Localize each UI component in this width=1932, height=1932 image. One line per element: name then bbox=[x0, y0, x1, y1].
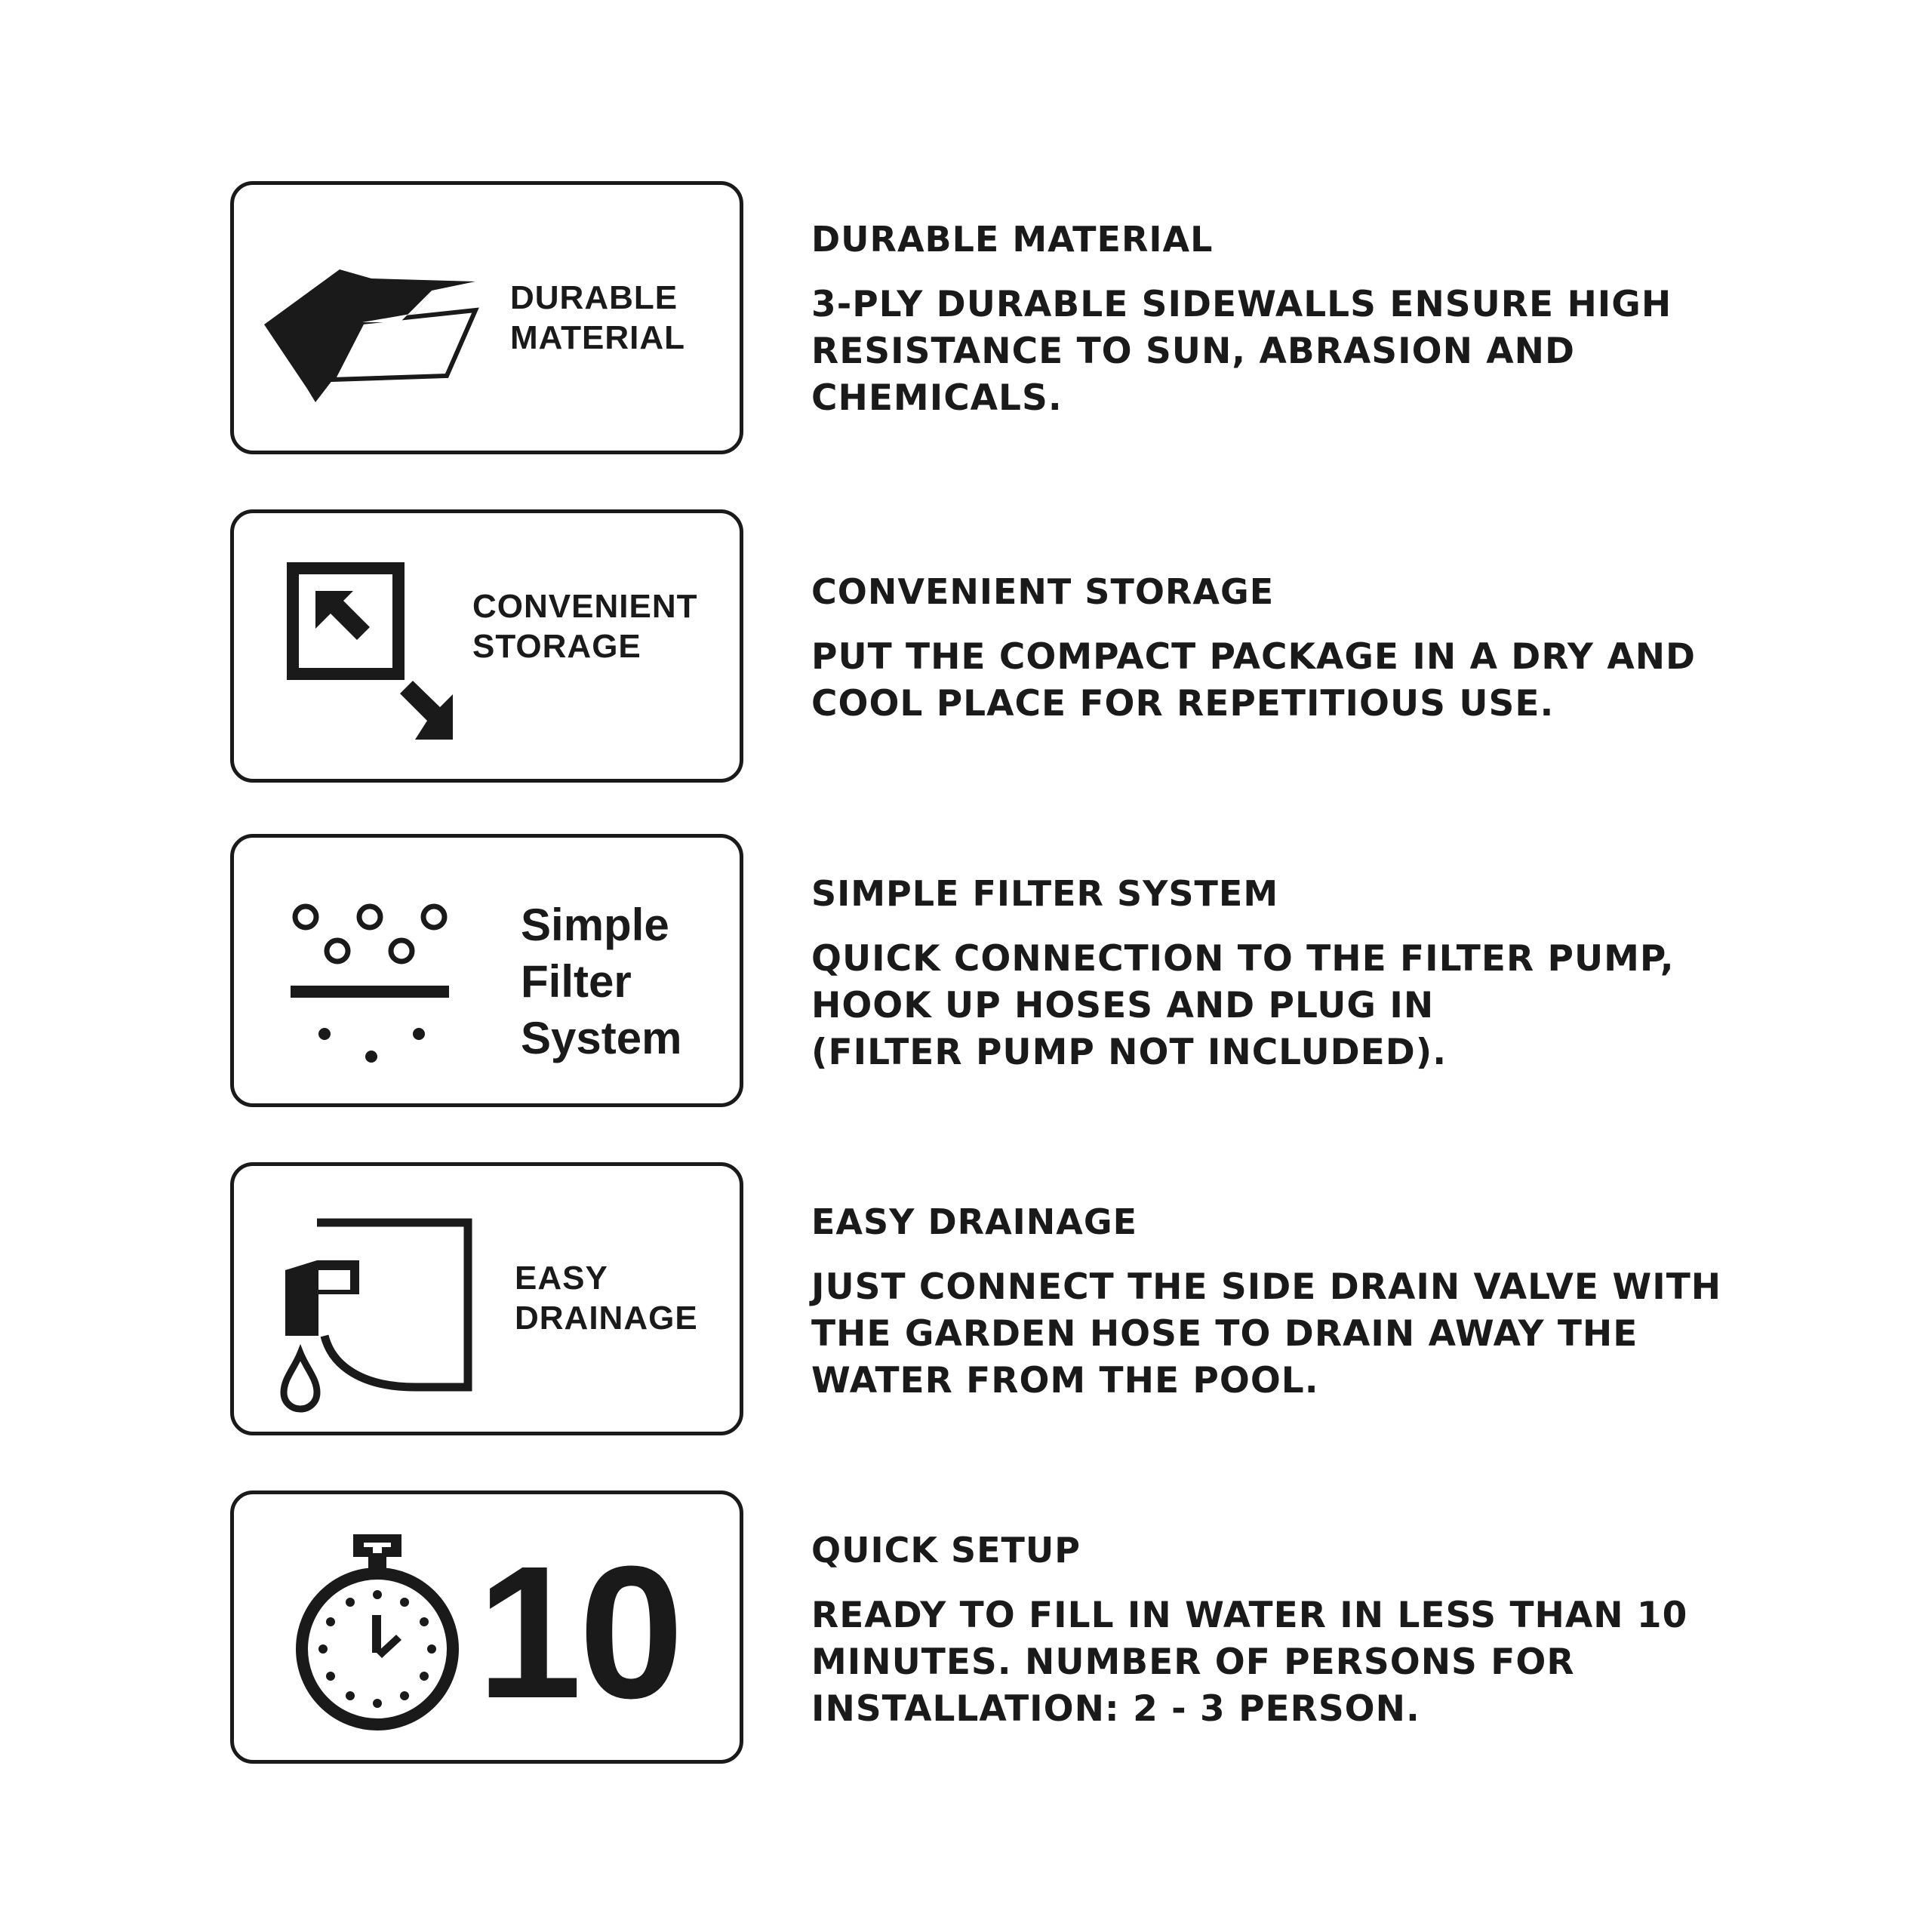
box-label: CONVENIENT STORAGE bbox=[472, 588, 698, 665]
feature-simple-filter-system bbox=[0, 834, 1932, 1113]
feature-title: QUICK SETUP bbox=[811, 1530, 1081, 1571]
feature-icon-box bbox=[230, 181, 743, 454]
feature-icon-box bbox=[230, 834, 743, 1107]
feature-body: 3-PLY DURABLE SIDEWALLS ENSURE HIGH RESISTANCE TO SUN, ABRASION AND CHEMICALS. bbox=[811, 284, 1672, 420]
feature-icon-box bbox=[230, 509, 743, 783]
box-label: Simple Filter System bbox=[521, 900, 682, 1063]
feature-title: CONVENIENT STORAGE bbox=[811, 571, 1275, 612]
feature-easy-drainage bbox=[0, 1162, 1932, 1441]
feature-title: EASY DRAINAGE bbox=[811, 1201, 1138, 1242]
feature-icon-box bbox=[230, 1162, 743, 1435]
box-label: 10 bbox=[477, 1527, 681, 1737]
feature-description bbox=[811, 219, 1762, 422]
feature-title: DURABLE MATERIAL bbox=[811, 219, 1214, 260]
feature-description bbox=[811, 571, 1762, 728]
feature-body: READY TO FILL IN WATER IN LESS THAN 10 MINUTES. NUMBER OF PERSONS FOR INSTALLATION: 2 - 3 PERSON. bbox=[811, 1595, 1688, 1730]
feature-description bbox=[811, 873, 1762, 1076]
box-label: DURABLE MATERIAL bbox=[510, 279, 686, 356]
box-label: EASY DRAINAGE bbox=[515, 1260, 698, 1337]
feature-title: SIMPLE FILTER SYSTEM bbox=[811, 873, 1279, 914]
feature-quick-setup bbox=[0, 1491, 1932, 1770]
feature-body: PUT THE COMPACT PACKAGE IN A DRY AND COOL PLACE FOR REPETITIOUS USE. bbox=[811, 636, 1697, 725]
feature-icon-box bbox=[230, 1491, 743, 1764]
feature-durable-material bbox=[0, 181, 1932, 460]
feature-body: QUICK CONNECTION TO THE FILTER PUMP, HOOK UP HOSES AND PLUG IN (FILTER PUMP NOT INCLUDED). bbox=[811, 938, 1675, 1074]
feature-body: JUST CONNECT THE SIDE DRAIN VALVE WITH THE GARDEN HOSE TO DRAIN AWAY THE WATER FROM THE POOL. bbox=[811, 1266, 1722, 1402]
feature-description bbox=[811, 1201, 1762, 1404]
feature-description bbox=[811, 1530, 1762, 1733]
feature-convenient-storage bbox=[0, 509, 1932, 789]
